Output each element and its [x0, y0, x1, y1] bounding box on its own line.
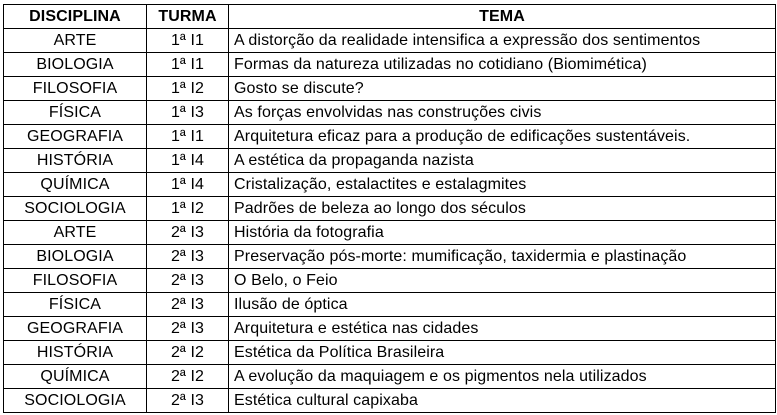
header-tema: TEMA — [229, 5, 776, 29]
cell-disciplina: QUÍMICA — [4, 173, 147, 197]
cell-tema: Padrões de beleza ao longo dos séculos — [229, 197, 776, 221]
table-row — [4, 77, 776, 101]
table-row — [4, 173, 776, 197]
cell-disciplina: FILOSOFIA — [4, 77, 147, 101]
cell-turma: 2ª I3 — [147, 293, 229, 317]
cell-turma: 2ª I3 — [147, 389, 229, 413]
cell-turma: 1ª I2 — [147, 77, 229, 101]
table-row — [4, 149, 776, 173]
table-row — [4, 197, 776, 221]
cell-disciplina: ARTE — [4, 221, 147, 245]
table-row — [4, 389, 776, 413]
cell-turma: 2ª I3 — [147, 245, 229, 269]
cell-disciplina: FILOSOFIA — [4, 269, 147, 293]
table-row — [4, 317, 776, 341]
document-sheet — [3, 4, 775, 411]
table-row — [4, 53, 776, 77]
cell-turma: 1ª I3 — [147, 101, 229, 125]
cell-disciplina: BIOLOGIA — [4, 53, 147, 77]
cell-tema: Arquitetura e estética nas cidades — [229, 317, 776, 341]
cell-turma: 1ª I2 — [147, 197, 229, 221]
cell-disciplina: HISTÓRIA — [4, 341, 147, 365]
table-row — [4, 245, 776, 269]
cell-tema: Estética cultural capixaba — [229, 389, 776, 413]
cell-tema: Arquitetura eficaz para a produção de edificações sustentáveis. — [229, 125, 776, 149]
header-row — [4, 5, 776, 29]
cell-disciplina: SOCIOLOGIA — [4, 197, 147, 221]
table-row — [4, 269, 776, 293]
cell-turma: 2ª I2 — [147, 341, 229, 365]
table-row — [4, 101, 776, 125]
cell-turma: 2ª I3 — [147, 221, 229, 245]
header-turma: TURMA — [147, 5, 229, 29]
cell-turma: 2ª I3 — [147, 269, 229, 293]
table-row — [4, 341, 776, 365]
cell-tema: A evolução da maquiagem e os pigmentos nela utilizados — [229, 365, 776, 389]
table-row — [4, 293, 776, 317]
cell-tema: Estética da Política Brasileira — [229, 341, 776, 365]
cell-tema: Formas da natureza utilizadas no cotidiano (Biomimética) — [229, 53, 776, 77]
cell-turma: 1ª I1 — [147, 125, 229, 149]
cell-disciplina: QUÍMICA — [4, 365, 147, 389]
cell-tema: O Belo, o Feio — [229, 269, 776, 293]
cell-turma: 2ª I3 — [147, 317, 229, 341]
cell-turma: 1ª I4 — [147, 173, 229, 197]
cell-disciplina: FÍSICA — [4, 293, 147, 317]
cell-tema: Preservação pós-morte: mumificação, taxidermia e plastinação — [229, 245, 776, 269]
table-row — [4, 125, 776, 149]
cell-disciplina: ARTE — [4, 29, 147, 53]
cell-tema: A estética da propaganda nazista — [229, 149, 776, 173]
cell-tema: Ilusão de óptica — [229, 293, 776, 317]
cell-disciplina: SOCIOLOGIA — [4, 389, 147, 413]
cell-disciplina: BIOLOGIA — [4, 245, 147, 269]
themes-table — [3, 4, 776, 413]
cell-turma: 1ª I1 — [147, 53, 229, 77]
cell-disciplina: FÍSICA — [4, 101, 147, 125]
cell-turma: 1ª I1 — [147, 29, 229, 53]
table-header — [4, 5, 776, 29]
cell-tema: As forças envolvidas nas construções civis — [229, 101, 776, 125]
cell-tema: Cristalização, estalactites e estalagmites — [229, 173, 776, 197]
header-disciplina: DISCIPLINA — [4, 5, 147, 29]
table-body — [4, 29, 776, 413]
cell-tema: História da fotografia — [229, 221, 776, 245]
cell-turma: 1ª I4 — [147, 149, 229, 173]
table-row — [4, 29, 776, 53]
table-row — [4, 221, 776, 245]
cell-tema: A distorção da realidade intensifica a expressão dos sentimentos — [229, 29, 776, 53]
table-row — [4, 365, 776, 389]
cell-disciplina: GEOGRAFIA — [4, 317, 147, 341]
cell-disciplina: HISTÓRIA — [4, 149, 147, 173]
cell-disciplina: GEOGRAFIA — [4, 125, 147, 149]
cell-turma: 2ª I2 — [147, 365, 229, 389]
cell-tema: Gosto se discute? — [229, 77, 776, 101]
